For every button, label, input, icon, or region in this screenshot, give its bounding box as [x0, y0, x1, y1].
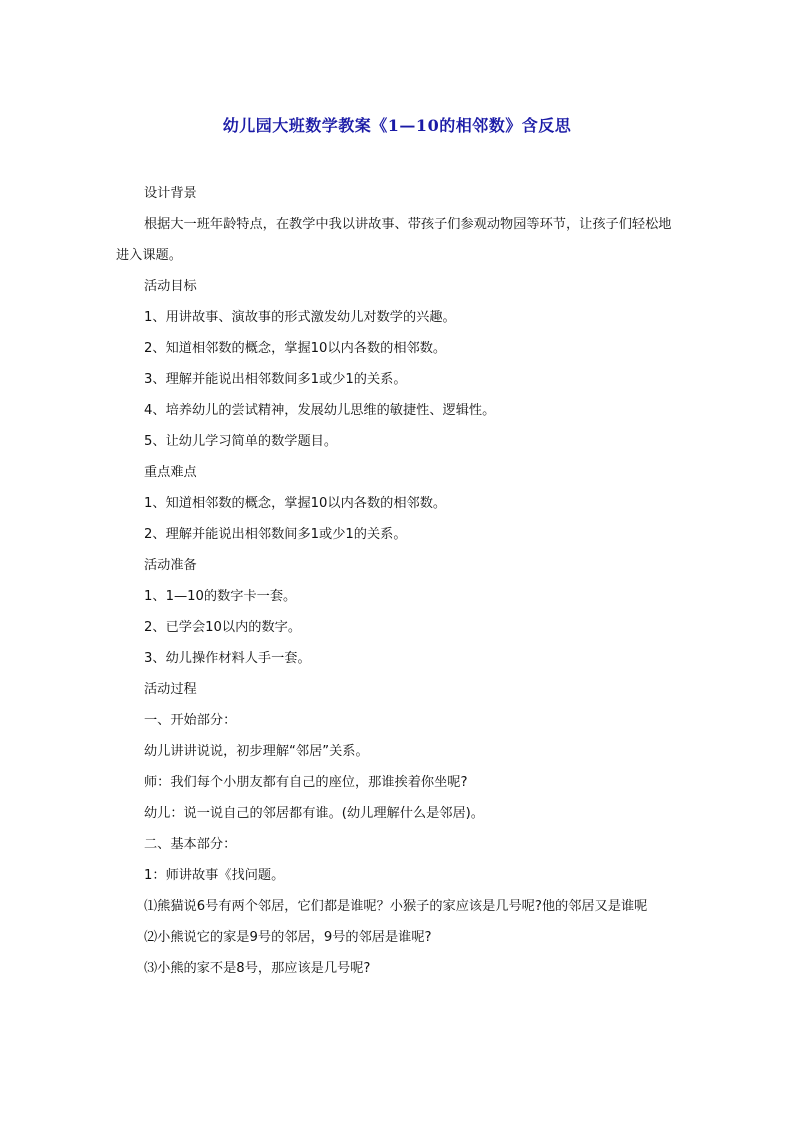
paragraph: ⑴熊猫说6号有两个邻居，它们都是谁呢？小猴子的家应该是几号呢?他的邻居又是谁呢 — [144, 899, 648, 914]
section-heading: 活动准备 — [144, 558, 197, 573]
section-heading: 活动目标 — [144, 279, 197, 294]
paragraph: 师：我们每个小朋友都有自己的座位，那谁挨着你坐呢? — [144, 775, 468, 790]
list-item: 3、幼儿操作材料人手一套。 — [144, 651, 311, 666]
section-heading: 重点难点 — [144, 465, 197, 480]
document-title: 幼儿园大班数学教案《1—10的相邻数》含反思 — [222, 116, 572, 135]
paragraph: 幼儿讲讲说说，初步理解“邻居”关系。 — [144, 744, 369, 759]
list-item: 2、已学会10以内的数字。 — [144, 620, 302, 635]
section-heading: 活动过程 — [144, 682, 197, 697]
list-item: 2、知道相邻数的概念，掌握10以内各数的相邻数。 — [144, 341, 447, 356]
list-item: 1、用讲故事、演故事的形式激发幼儿对数学的兴趣。 — [144, 310, 456, 325]
paragraph: ⑵小熊说它的家是9号的邻居，9号的邻居是谁呢? — [144, 930, 432, 945]
list-item: 4、培养幼儿的尝试精神，发展幼儿思维的敏捷性、逻辑性。 — [144, 403, 496, 418]
subsection-heading: 一、开始部分： — [144, 713, 237, 728]
list-item: 2、理解并能说出相邻数间多1或少1的关系。 — [144, 527, 407, 542]
list-item: 5、让幼儿学习简单的数学题目。 — [144, 434, 338, 449]
paragraph: ⑶小熊的家不是8号，那应该是几号呢? — [144, 961, 371, 976]
paragraph: 根据大一班年龄特点，在教学中我以讲故事、带孩子们参观动物园等环节，让孩子们轻松地进入课题。 — [116, 217, 672, 263]
list-item: 3、理解并能说出相邻数间多1或少1的关系。 — [144, 372, 407, 387]
paragraph: 幼儿：说一说自己的邻居都有谁。(幼儿理解什么是邻居)。 — [144, 806, 484, 821]
section-heading: 设计背景 — [144, 186, 197, 201]
list-item: 1、知道相邻数的概念，掌握10以内各数的相邻数。 — [144, 496, 447, 511]
paragraph: 1：师讲故事《找问题。 — [144, 868, 285, 883]
list-item: 1、1—10的数字卡一套。 — [144, 589, 297, 604]
subsection-heading: 二、基本部分： — [144, 837, 237, 852]
document-body — [116, 178, 682, 984]
